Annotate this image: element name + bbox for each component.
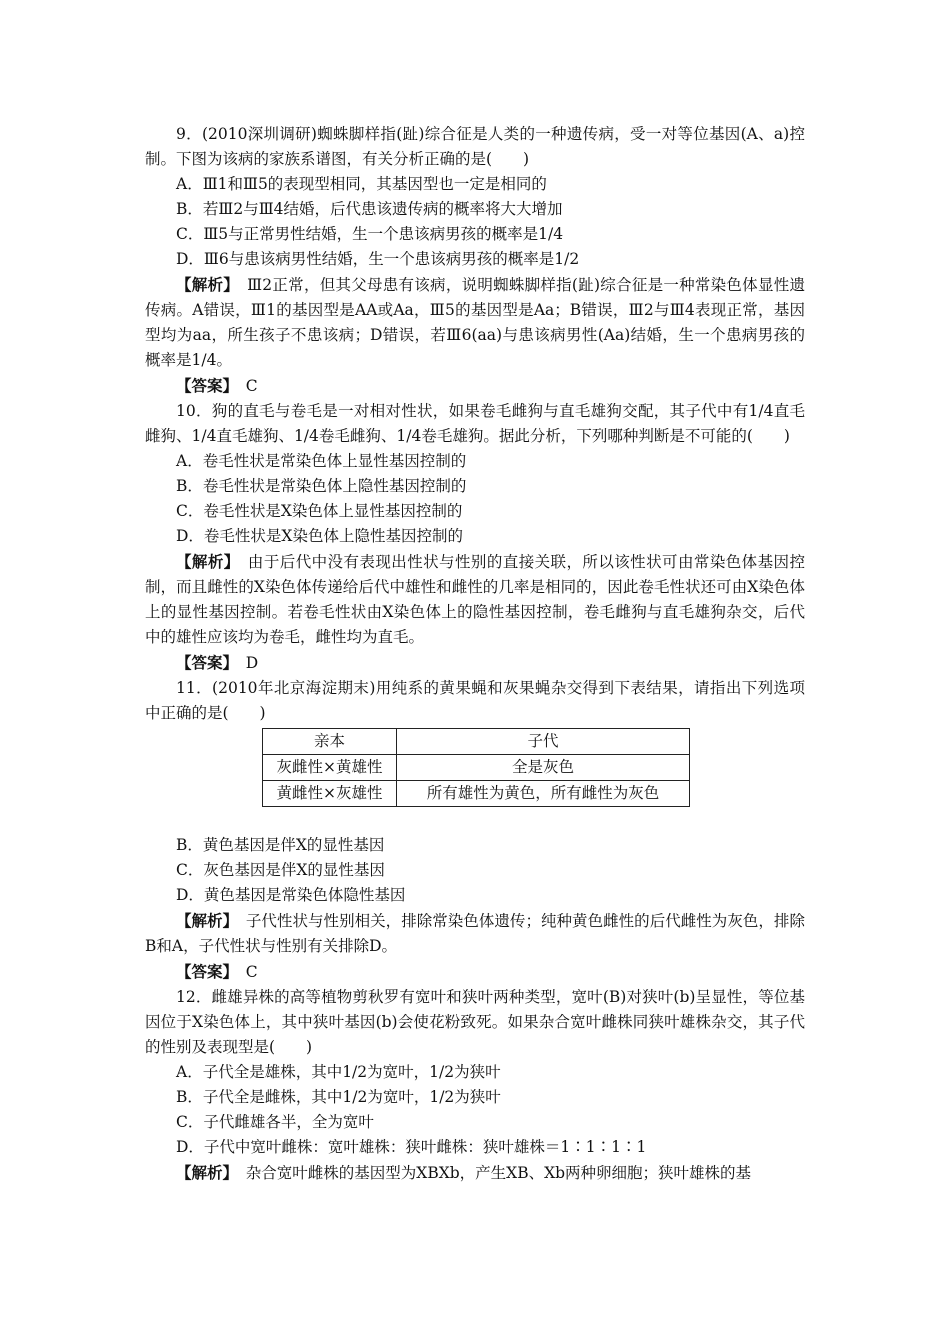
table-header-cell: 亲本	[263, 729, 397, 755]
q12-analysis	[145, 1160, 805, 1186]
table-header-row	[263, 729, 690, 755]
q10-option-d: D．卷毛性状是X染色体上隐性基因控制的	[176, 527, 463, 545]
q9-stem: 9．(2010深圳调研)蜘蛛脚样指(趾)综合征是人类的一种遗传病，受一对等位基因(A、a)控制。下图为该病的家族系谱图，有关分析正确的是( )	[145, 125, 805, 168]
q12-option-c: C．子代雌雄各半，全为宽叶	[176, 1113, 374, 1131]
table-row	[263, 755, 690, 781]
q10-answer-value: D	[245, 654, 259, 672]
analysis-label: 【解析】	[176, 1163, 231, 1182]
q9-analysis	[145, 272, 805, 373]
table-cell: 全是灰色	[397, 755, 690, 781]
q12-option-b: B．子代全是雌株，其中1/2为宽叶，1/2为狭叶	[176, 1088, 501, 1106]
table-cell: 灰雌性×黄雄性	[263, 755, 397, 781]
q12-analysis-text: 杂合宽叶雌株的基因型为XBXb，产生XB、Xb两种卵细胞；狭叶雄株的基	[245, 1164, 752, 1182]
table-cell: 所有雄性为黄色，所有雌性为灰色	[397, 781, 690, 807]
q12-option-d: D．子代中宽叶雌株：宽叶雄株：狭叶雌株：狭叶雄株＝1∶1∶1∶1	[176, 1138, 647, 1156]
q10-analysis-text: 由于后代中没有表现出性状与性别的直接关联，所以该性状可由常染色体基因控制，而且雌性的X染色体传递给后代中雄性和雌性的几率是相同的，因此卷毛性状还可由X染色体上的显性基因控制。若卷毛性状由X染色体上的隐性基因控制，卷毛雌狗与直毛雄狗杂交，后代中的雄性应该均为卷毛，雌性均为直毛。	[145, 553, 805, 646]
table-row	[263, 781, 690, 807]
q10-option-a: A．卷毛性状是常染色体上显性基因控制的	[176, 452, 467, 470]
analysis-label: 【解析】	[176, 275, 232, 294]
q12-option-a: A．子代全是雄株，其中1/2为宽叶，1/2为狭叶	[176, 1063, 501, 1081]
q11-option-d: D．黄色基因是常染色体隐性基因	[176, 886, 406, 904]
q10-stem: 10．狗的直毛与卷毛是一对相对性状，如果卷毛雌狗与直毛雄狗交配，其子代中有1/4直毛雌狗、1/4直毛雄狗、1/4卷毛雌狗、1/4卷毛雄狗。据此分析，下列哪种判断是不可能的( )	[145, 402, 805, 445]
q12-stem: 12．雌雄异株的高等植物剪秋罗有宽叶和狭叶两种类型，宽叶(B)对狭叶(b)呈显性，等位基因位于X染色体上，其中狭叶基因(b)会使花粉致死。如果杂合宽叶雌株同狭叶雄株杂交，其子代的性别及表现型是( )	[145, 988, 805, 1056]
q10-analysis	[145, 549, 805, 650]
table-header-cell: 子代	[397, 729, 690, 755]
answer-label: 【答案】	[176, 653, 231, 672]
q9-option-c: C．Ⅲ5与正常男性结婚，生一个患该病男孩的概率是1/4	[176, 225, 564, 243]
q9-option-a: A．Ⅲ1和Ⅲ5的表现型相同，其基因型也一定是相同的	[176, 175, 547, 193]
q11-option-c: C．灰色基因是伴X的显性基因	[176, 861, 385, 879]
q10-option-b: B．卷毛性状是常染色体上隐性基因控制的	[176, 477, 467, 495]
q11-result-table	[262, 728, 690, 807]
q11-stem: 11．(2010年北京海淀期末)用纯系的黄果蝇和灰果蝇杂交得到下表结果，请指出下列选项中正确的是( )	[145, 679, 805, 722]
q9-option-d: D．Ⅲ6与患该病男性结婚，生一个患该病男孩的概率是1/2	[176, 250, 580, 268]
q11-option-b: B．黄色基因是伴X的显性基因	[176, 836, 385, 854]
q11-analysis	[145, 908, 805, 959]
q9-analysis-text: Ⅲ2正常，但其父母患有该病，说明蜘蛛脚样指(趾)综合征是一种常染色体显性遗传病。A错误，Ⅲ1的基因型是AA或Aa，Ⅲ5的基因型是Aa；B错误，Ⅲ2与Ⅲ4表现正常，基因型均为aa，所生孩子不患该病；D错误，若Ⅲ6(aa)与患该病男性(Aa)结婚，生一个患病男孩的概率是1/4。	[145, 276, 805, 369]
q9-answer	[145, 373, 805, 399]
spacer	[145, 807, 805, 833]
q10-option-c: C．卷毛性状是X染色体上显性基因控制的	[176, 502, 463, 520]
document-page	[145, 122, 805, 1186]
q11-analysis-text: 子代性状与性别相关，排除常染色体遗传；纯种黄色雌性的后代雌性为灰色，排除B和A，子代性状与性别有关排除D。	[145, 912, 805, 955]
answer-label: 【答案】	[176, 962, 231, 981]
q10-answer	[145, 650, 805, 676]
q11-answer-value: C	[245, 963, 258, 981]
analysis-label: 【解析】	[176, 552, 232, 571]
q11-answer	[145, 959, 805, 985]
analysis-label: 【解析】	[176, 911, 231, 930]
q9-option-b: B．若Ⅲ2与Ⅲ4结婚，后代患该遗传病的概率将大大增加	[176, 200, 563, 218]
answer-label: 【答案】	[176, 376, 231, 395]
table-cell: 黄雌性×灰雄性	[263, 781, 397, 807]
q9-answer-value: C	[245, 377, 258, 395]
